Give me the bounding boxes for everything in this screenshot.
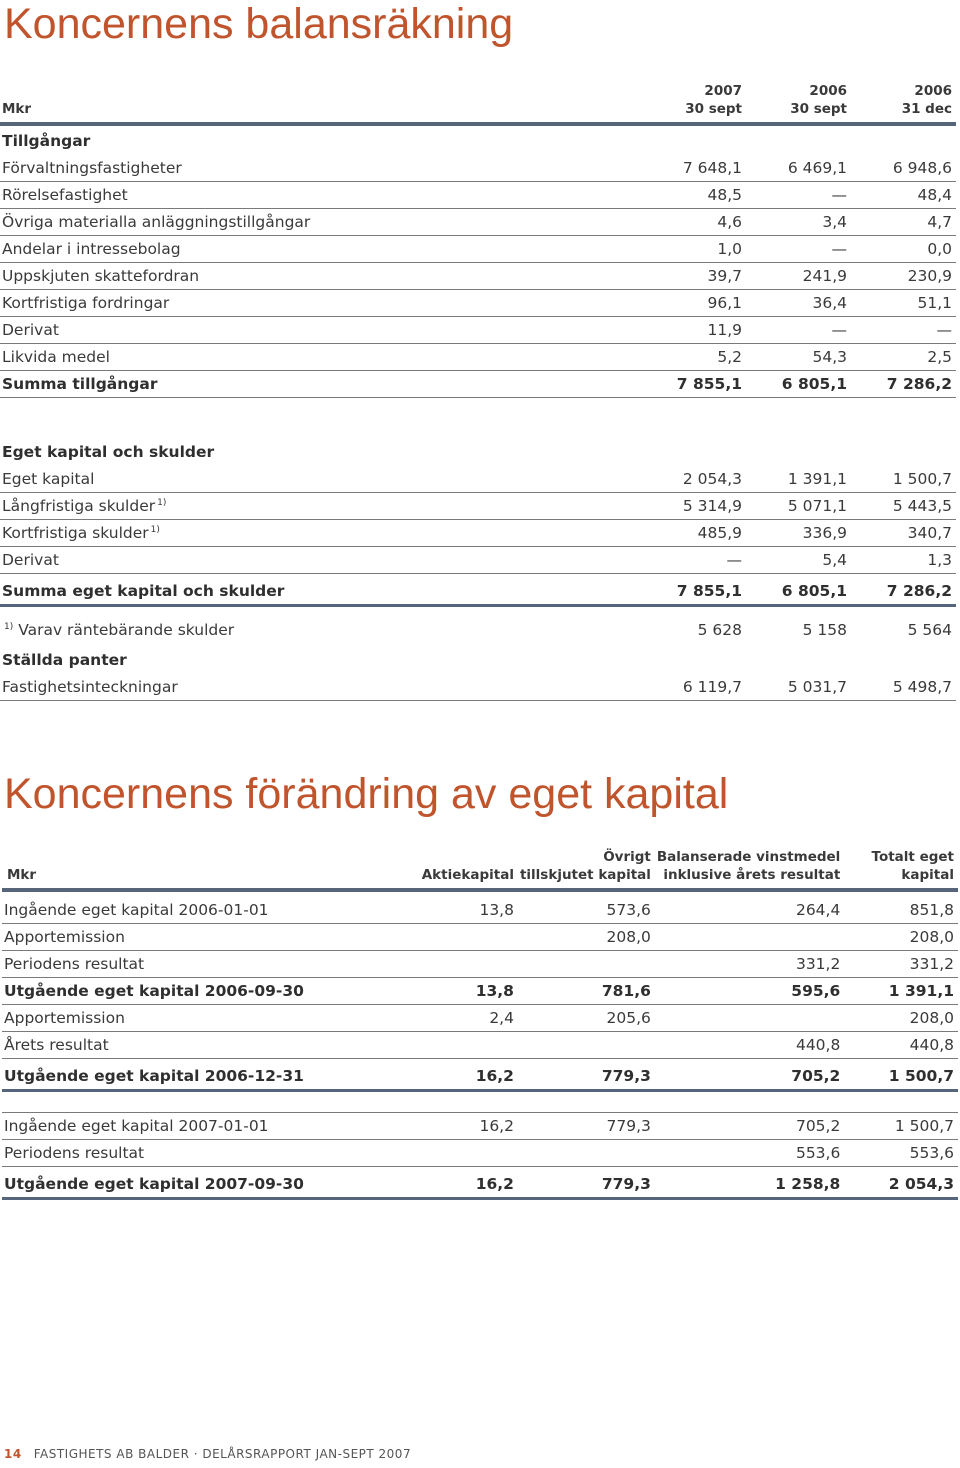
col-header: Övrigt tillskjutet kapital [518, 838, 655, 890]
liabilities-heading: Eget kapital och skulder [2, 443, 215, 461]
section-heading-row [0, 124, 956, 154]
footnote-mark: 1) [4, 622, 14, 632]
total-row: Utgående eget kapital 2006-09-30 13,8 781,6 595,6 1 391,1 [2, 977, 958, 1004]
unit-label: Mkr [2, 838, 369, 890]
table-row: Uppskjuten skattefordran 39,7 241,9 230,9 [0, 262, 956, 289]
table-row: Eget kapital 2 054,3 1 391,1 1 500,7 [0, 465, 956, 492]
table-row: Årets resultat 440,8 440,8 [2, 1031, 958, 1058]
table-row: Apportemission 208,0 208,0 [2, 923, 958, 950]
table-row: Rörelsefastighet 48,5 — 48,4 [0, 181, 956, 208]
table-row: Apportemission 2,4 205,6 208,0 [2, 1004, 958, 1031]
total-row: Summa tillgångar 7 855,1 6 805,1 7 286,2 [0, 370, 956, 397]
table-row: Långfristiga skulder $^{1)}$ 5 314,9 5 071,1 5 443,5 [0, 492, 956, 519]
table-row: Likvida medel 5,2 54,3 2,5 [0, 343, 956, 370]
footnote-ref: 1) [157, 497, 167, 508]
unit-label: Mkr [0, 76, 640, 124]
col-header: Totalt eget kapital [844, 838, 958, 890]
total-row: Utgående eget kapital 2007-09-30 16,2 779,3 1 258,8 2 054,3 [2, 1166, 958, 1198]
col-header: 2006 31 dec [851, 76, 956, 124]
table-row: Derivat — 5,4 1,3 [0, 546, 956, 573]
note-row: $^{1)}$ Varav räntebärande skulder 5 628 5 158 5 564 [4, 621, 952, 639]
footnote-ref: 1) [150, 524, 160, 535]
table-row: Ingående eget kapital 2007-01-01 16,2 779,3 705,2 1 500,7 [2, 1112, 958, 1139]
col-header: 2006 30 sept [746, 76, 851, 124]
table-row: Periodens resultat 331,2 331,2 [2, 950, 958, 977]
balance-header-row [0, 76, 956, 124]
table-row: Fastighetsinteckningar 6 119,7 5 031,7 5 498,7 [0, 673, 956, 700]
col-header: 2007 30 sept [640, 76, 746, 124]
spacer [2, 1090, 958, 1112]
table-row: Andelar i intressebolag 1,0 — 0,0 [0, 235, 956, 262]
equity-change-title: Koncernens förändring av eget kapital [4, 770, 729, 818]
page-number: 14 [4, 1447, 22, 1461]
total-row: Utgående eget kapital 2006-12-31 16,2 779,3 705,2 1 500,7 [2, 1058, 958, 1090]
table-row: Kortfristiga fordringar 96,1 36,4 51,1 [0, 289, 956, 316]
section-heading-row [0, 643, 956, 673]
balance-sheet-title: Koncernens balansräkning [4, 0, 514, 48]
footer-text: FASTIGHETS AB BALDER · DELÅRSRAPPORT JAN-SEPT 2007 [33, 1447, 412, 1461]
equity-header-row [2, 838, 958, 890]
section-heading-row [0, 435, 956, 465]
table-row: Derivat 11,9 — — [0, 316, 956, 343]
table-row: Förvaltningsfastigheter 7 648,1 6 469,1 6 948,6 [0, 154, 956, 181]
table-row: Kortfristiga skulder $^{1)}$ 485,9 336,9 340,7 [0, 519, 956, 546]
page-footer [4, 1447, 411, 1461]
balance-sheet-table [0, 76, 956, 701]
table-row: Övriga materialla anläggningstillgångar 4,6 3,4 4,7 [0, 208, 956, 235]
col-header: Aktiekapital [369, 838, 518, 890]
table-row: Periodens resultat 553,6 553,6 [2, 1139, 958, 1166]
table-row: Ingående eget kapital 2006-01-01 13,8 573,6 264,4 851,8 [2, 896, 958, 923]
assets-heading: Tillgångar [2, 132, 91, 150]
total-row: Summa eget kapital och skulder 7 855,1 6 805,1 7 286,2 [0, 573, 956, 605]
spacer [0, 397, 956, 435]
col-header: Balanserade vinstmedel inklusive årets resultat [655, 838, 844, 890]
equity-change-table [2, 838, 958, 1200]
pledged-heading: Ställda panter [2, 651, 127, 669]
